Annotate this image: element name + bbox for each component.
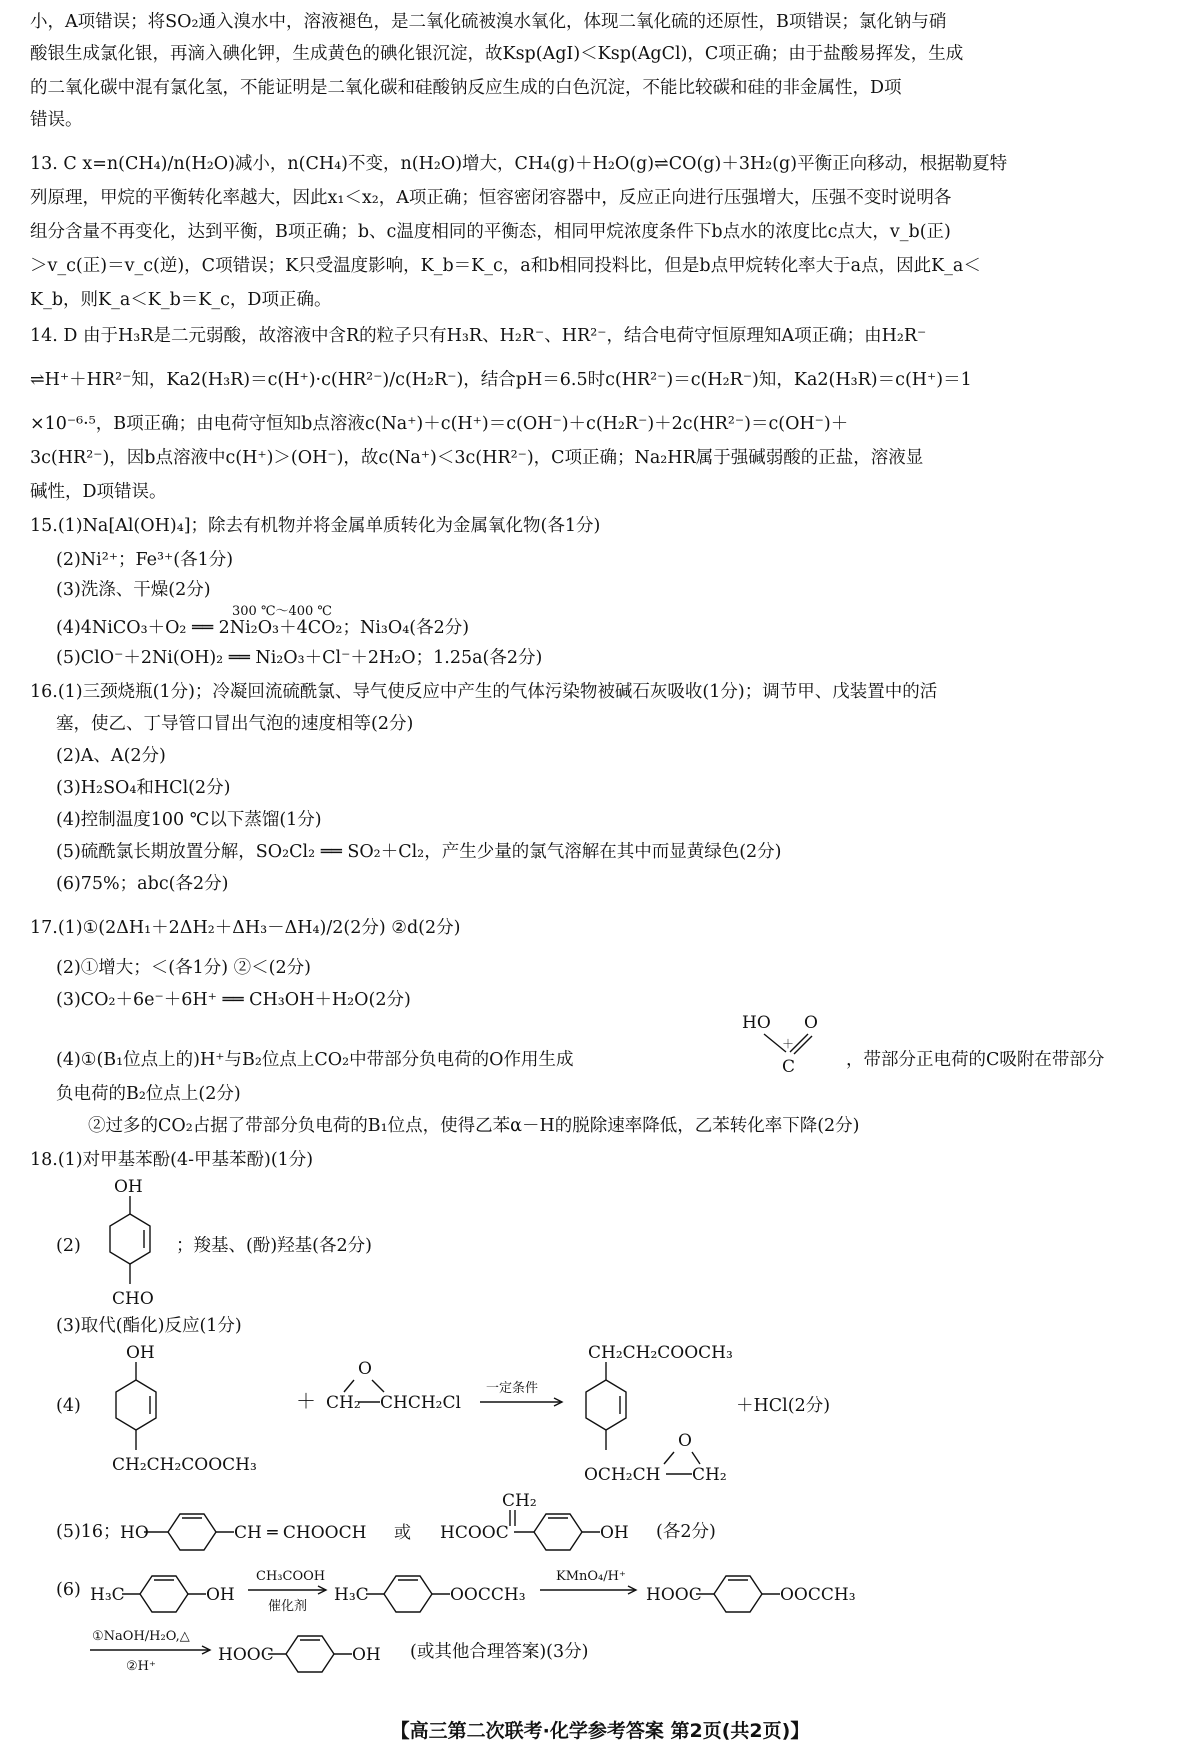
reaction-condition: 300 ℃～400 ℃: [232, 604, 332, 619]
q14-line: 碱性，D项错误。: [30, 482, 167, 502]
q13-line: 13. C x=n(CH₄)/n(H₂O)减小，n(CH₄)不变，n(H₂O)增大，CH₄(g)＋H₂O(g)⇌CO(g)＋3H₂(g)平衡正向移动，根据勒夏特: [30, 154, 1008, 174]
q16-line: 塞，使乙、丁导管口冒出气泡的速度相等(2分): [56, 714, 414, 734]
ch2-label: CH₂: [326, 1393, 361, 1413]
substituent-label: CH₂CH₂COOCH₃: [112, 1455, 257, 1475]
q15-line: 15.(1)Na[Al(OH)₄]；除去有机物并将金属单质转化为金属氧化物(各1分): [30, 516, 601, 536]
hooc-label: HOOC: [218, 1645, 274, 1665]
ester-label: OOCCH₃: [780, 1585, 856, 1605]
reagent-label: CH₃COOH: [256, 1569, 326, 1584]
catalyst-label: 催化剂: [268, 1599, 308, 1614]
q15-line: (4)4NiCO₃＋O₂ ══ 2Ni₂O₃＋4CO₂；Ni₃O₄(各2分): [56, 618, 470, 638]
q17-line: ②过多的CO₂占据了带部分负电荷的B₁位点，使得乙苯α－H的脱除速率降低，乙苯转化率下降(2分): [88, 1116, 860, 1136]
synthesis-route-6: [90, 1556, 1150, 1676]
plus-sign: ＋: [296, 1389, 316, 1413]
q17-line: ，带部分正电荷的C吸附在带部分: [846, 1050, 1105, 1070]
q18-line: (2): [56, 1236, 81, 1256]
hoco-structure: [720, 1006, 840, 1076]
q14-line: 14. D 由于H₃R是二元弱酸，故溶液中含R的粒子只有H₃R、H₂R⁻、HR²⁻，结合电荷守恒原理知A项正确；由H₂R⁻: [30, 326, 927, 346]
q14-line: ⇌H⁺＋HR²⁻知，Ka2(H₃R)＝c(H⁺)·c(HR²⁻)/c(H₂R⁻)，结合pH＝6.5时c(HR²⁻)＝c(H₂R⁻)知，Ka2(H₃R)＝c(H⁺)＝1: [30, 370, 972, 390]
q18-line: (4): [56, 1396, 81, 1416]
h3c-label: H₃C: [334, 1585, 369, 1605]
q17-line: (3)CO₂＋6e⁻＋6H⁺ ══ CH₃OH＋H₂O(2分): [56, 990, 411, 1010]
q17-line: 17.(1)①(2ΔH₁＋2ΔH₂＋ΔH₃－ΔH₄)/2(2分) ②d(2分): [30, 918, 461, 938]
reagent-label: KMnO₄/H⁺: [556, 1569, 626, 1584]
o-label: O: [678, 1431, 692, 1451]
ch2-label: CH₂: [692, 1465, 727, 1485]
q18-line: 18.(1)对甲基苯酚(4-甲基苯酚)(1分): [30, 1150, 314, 1170]
reaction-condition: 一定条件: [486, 1381, 539, 1396]
text-line: 酸银生成氯化银，再滴入碘化钾，生成黄色的碘化银沉淀，故Ksp(AgI)＜Ksp(AgCl)，C项正确；由于盐酸易挥发，生成: [30, 44, 964, 64]
ho-label: HO: [742, 1013, 771, 1033]
cho-label: CHO: [112, 1289, 154, 1309]
page-footer: 【高三第二次联考·化学参考答案 第2页(共2页)】: [390, 1720, 810, 1742]
q13-line: 列原理，甲烷的平衡转化率越大，因此x₁＜x₂，A项正确；恒容密闭容器中，反应正向进行压强增大，压强不变时说明各: [30, 188, 952, 208]
q18-line: (各2分): [656, 1522, 716, 1542]
ch2-label: CH₂: [502, 1491, 537, 1511]
q18-line: ；羧基、(酚)羟基(各2分): [176, 1236, 372, 1256]
q14-line: ×10⁻⁶·⁵，B项正确；由电荷守恒知b点溶液c(Na⁺)＋c(H⁺)＝c(OH⁻)＋c(H₂R⁻)＋2c(HR²⁻)＝c(OH⁻)＋: [30, 414, 849, 434]
q15-line: (5)ClO⁻＋2Ni(OH)₂ ══ Ni₂O₃＋Cl⁻＋2H₂O；1.25a(各2分): [56, 648, 543, 668]
text-line: 的二氧化碳中混有氯化氢，不能证明是二氧化碳和硅酸钠反应生成的白色沉淀，不能比较碳和硅的非金属性，D项: [30, 78, 902, 98]
q18-line: ＋HCl(2分): [736, 1396, 831, 1416]
reagent-label: ①NaOH/H₂O,△: [92, 1629, 190, 1644]
o-label: O: [804, 1013, 818, 1033]
ester-label: OOCCH₃: [450, 1585, 526, 1605]
q18-line: (6): [56, 1580, 81, 1600]
reaction-4: [96, 1340, 1106, 1492]
q18-line: (3)取代(酯化)反应(1分): [56, 1316, 242, 1336]
substituent-label: CH₂CH₂COOCH₃: [588, 1343, 733, 1363]
q13-line: K_b，则K_a＜K_b＝K_c，D项正确。: [30, 290, 332, 310]
oh-label: OH: [126, 1343, 155, 1363]
reagent-label: ②H⁺: [126, 1659, 156, 1674]
text-line: 小，A项错误；将SO₂通入溴水中，溶液褪色，是二氧化硫被溴水氧化，体现二氧化硫的还原性，B项错误；氯化钠与硝: [30, 12, 947, 32]
oh-label: OH: [114, 1177, 143, 1197]
q15-line: (3)洗涤、干燥(2分): [56, 580, 211, 600]
q16-line: 16.(1)三颈烧瓶(1分)；冷凝回流硫酰氯、导气使反应中产生的气体污染物被碱石灰吸收(1分)；调节甲、戊装置中的活: [30, 682, 938, 702]
delta-plus: ＋: [782, 1037, 795, 1051]
q16-line: (5)硫酰氯长期放置分解，SO₂Cl₂ ══ SO₂＋Cl₂，产生少量的氯气溶解在其中而显黄绿色(2分): [56, 842, 782, 862]
h3c-label: H₃C: [90, 1585, 125, 1605]
q13-line: 组分含量不再变化，达到平衡，B项正确；b、c温度相同的平衡态，相同甲烷浓度条件下b点水的浓度比c点大，v_b(正): [30, 222, 951, 242]
q16-line: (3)H₂SO₄和HCl(2分): [56, 778, 231, 798]
q13-line: ＞v_c(正)＝v_c(逆)，C项错误；K只受温度影响，K_b＝K_c，a和b相同投料比，但是b点甲烷转化率大于a点，因此K_a＜: [30, 256, 981, 276]
q15-line: (2)Ni²⁺；Fe³⁺(各1分): [56, 550, 234, 570]
q16-line: (2)A、A(2分): [56, 746, 166, 766]
q17-line: (4)①(B₁位点上的)H⁺与B₂位点上CO₂中带部分负电荷的O作用生成: [56, 1050, 574, 1070]
c-label: C: [782, 1057, 796, 1076]
q18-line: (或其他合理答案)(3分): [410, 1642, 589, 1662]
oh-label: OH: [206, 1585, 235, 1605]
oh-label: OH: [352, 1645, 381, 1665]
q18-line: (5)16；: [56, 1522, 121, 1542]
oh-label: OH: [600, 1523, 629, 1543]
text-line: 错误。: [30, 110, 83, 130]
answer-5-structures: [120, 1488, 770, 1554]
chch2cl-label: CHCH₂Cl: [380, 1393, 461, 1413]
vinyl-formate-label: CH ═ CHOOCH: [234, 1523, 367, 1543]
q17-line: (2)①增大；＜(各1分) ②＜(2分): [56, 958, 311, 978]
q17-line: 负电荷的B₂位点上(2分): [56, 1084, 241, 1104]
och2ch-label: OCH₂CH: [584, 1465, 661, 1485]
q16-line: (6)75%；abc(各2分): [56, 874, 229, 894]
ho-label: HO: [120, 1523, 149, 1543]
hooc-label: HOOC: [646, 1585, 702, 1605]
or-text: 或: [394, 1523, 411, 1543]
hcooc-label: HCOOC: [440, 1523, 509, 1543]
q16-line: (4)控制温度100 ℃以下蒸馏(1分): [56, 810, 322, 830]
q14-line: 3c(HR²⁻)，因b点溶液中c(H⁺)＞(OH⁻)，故c(Na⁺)＜3c(HR²⁻)，C项正确；Na₂HR属于强碱弱酸的正盐，溶液显: [30, 448, 924, 468]
o-label: O: [358, 1359, 372, 1379]
